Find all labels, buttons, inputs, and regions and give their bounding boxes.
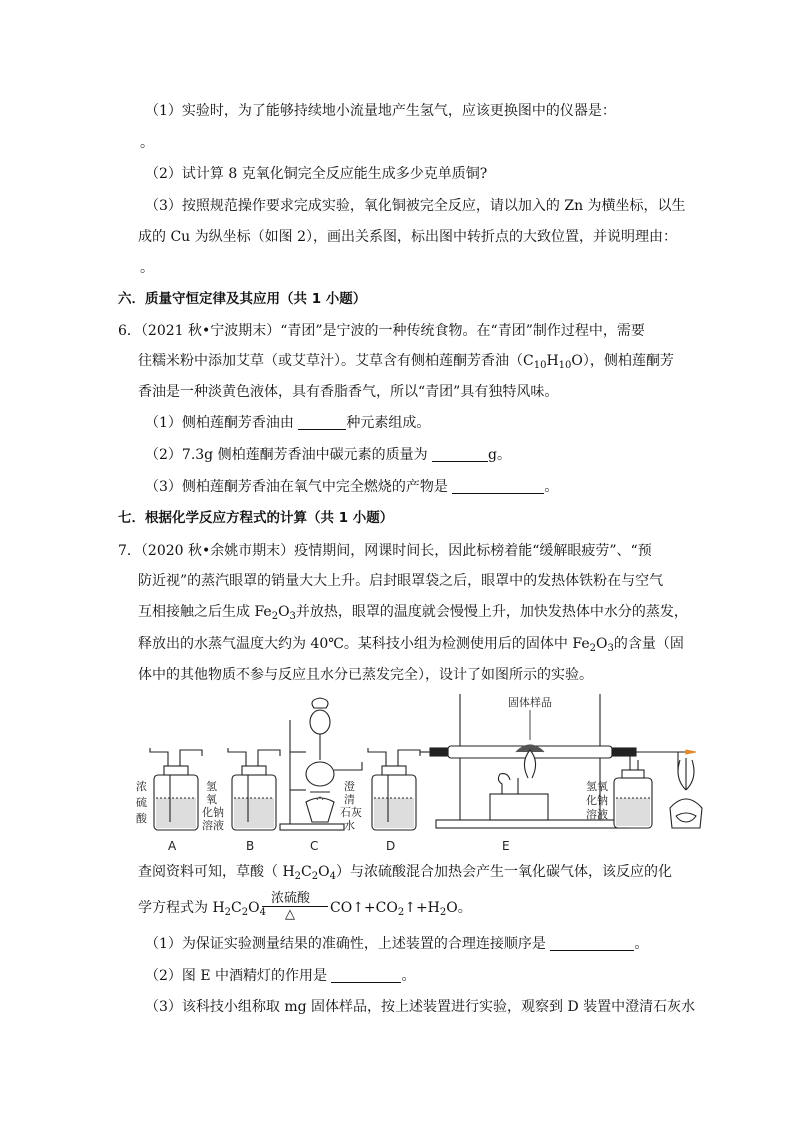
q5-part1-period: 。 (140, 135, 154, 151)
q7-ref-sub2b: 2 (311, 871, 319, 882)
eq-products3: O。 (446, 900, 472, 916)
q6-intro-b: 往糯米粉中添加艾草（或艾草汁）。艾草含有侧柏莲酮芳香油（C (138, 353, 534, 369)
q7-o: O (278, 604, 290, 620)
q7-part2-text: （2）图 E 中酒精灯的作用是 (145, 968, 328, 984)
d-label-2: 清 (344, 793, 355, 806)
q6-part2-text: （2）7.3g 侧柏莲酮芳香油中碳元素的质量为 (145, 447, 428, 463)
q7-ref-c: C (301, 864, 312, 880)
q7-ref-o: O (318, 864, 330, 880)
a-label-3: 酸 (136, 812, 147, 825)
q7-intro-line3 (138, 602, 688, 622)
caption-a: A (168, 839, 177, 853)
q7-ref-a: 查阅资料可知，草酸（ H (138, 864, 295, 880)
q7-ref-sub2: 2 (294, 871, 302, 882)
q6-part2-tail: g。 (488, 447, 512, 463)
q6-part3-tail: 。 (544, 479, 559, 495)
b-label-2: 氧 (206, 793, 217, 806)
eq-c: C (231, 900, 242, 916)
eq-products: CO↑+CO (330, 900, 398, 916)
caption-e: E (502, 839, 510, 853)
q6-part3-blank[interactable] (452, 478, 544, 494)
q5-part1 (145, 101, 616, 121)
q5-part3-line3 (140, 258, 154, 278)
e-sample-label: 固体样品 (508, 696, 552, 709)
q7-intro-line4 (138, 634, 684, 654)
eq-sub4: 4 (259, 907, 266, 918)
q7-part1 (145, 934, 648, 954)
e-naoh-label-1: 氢氧 (586, 780, 608, 793)
q6-part1 (145, 413, 430, 433)
q6-intro-a: 6．（2021 秋•宁波期末）“青团”是宁波的一种传统食物。在“青团”制作过程中，需要 (118, 323, 645, 339)
eq-sub2a: 2 (224, 907, 232, 918)
q7-part2-blank[interactable] (331, 967, 401, 983)
q6-part3 (145, 477, 558, 497)
q7-ref-line (138, 862, 672, 882)
q6-part2 (145, 445, 511, 465)
caption-d: D (386, 839, 396, 853)
q7-intro-d: 释放出的水蒸气温度大约为 40℃。某科技小组为检测使用后的固体中 Fe (138, 636, 590, 652)
q7-part3 (145, 997, 695, 1017)
q7-equation (138, 898, 266, 918)
q6-sub-h: 10 (558, 360, 572, 371)
bottle-b (228, 748, 280, 830)
q6-intro-line3 (138, 382, 558, 402)
eq-sub2d: 2 (439, 907, 447, 918)
q6-sub-c: 10 (533, 360, 547, 371)
section6-title: 六．质量守恒定律及其应用（共 1 小题） (118, 291, 367, 307)
a-label-2: 硫 (136, 796, 147, 809)
section7-heading (118, 508, 393, 528)
e-naoh-label-2: 化钠 (586, 794, 608, 807)
section6-heading (118, 289, 366, 309)
q7-part2-tail: 。 (401, 968, 416, 984)
eq-condition-top: 浓硫酸 (271, 891, 311, 906)
q7-o2: O (595, 636, 608, 652)
q7-ref-sub4: 4 (329, 871, 336, 882)
bottle-d (368, 748, 420, 830)
q5-part3-line2 (138, 227, 677, 247)
bottle-naoh (614, 752, 652, 828)
q7-fe: 互相接触之后生成 Fe (138, 604, 272, 620)
eq-sub2c: 2 (397, 907, 405, 918)
eq-condition-bottom: △ (285, 907, 295, 922)
q5-part3-line1 (145, 196, 686, 216)
bottle-a (150, 748, 202, 830)
b-label-3: 化钠 (202, 806, 224, 819)
q7-intro-b: 防近视”的蒸汽眼罩的销量大大上升。启封眼罩袋之后，眼罩中的发热体铁粉在与空气 (138, 573, 664, 589)
q5-part2 (145, 164, 487, 184)
q6-part1-text: （1）侧柏莲酮芳香油由 (145, 415, 294, 431)
q6-intro-line1 (118, 321, 645, 341)
q7-sub-2b: 2 (589, 643, 596, 654)
q5-part3-text-a: （3）按照规范操作要求完成实验，氧化铜被完全反应，请以加入的 Zn 为横坐标，以生 (145, 198, 686, 214)
alcohol-lamp (666, 750, 702, 828)
caption-b: B (246, 839, 255, 853)
q7-intro-c3: 并放热，眼罩的温度就会慢慢上升，加快发热体中水分的蒸发， (295, 604, 688, 620)
apparatus-figure (130, 690, 730, 860)
d-label-4: 水 (344, 819, 355, 832)
q6-h: H (546, 353, 559, 369)
q5-part1-end (140, 133, 154, 153)
a-label-1: 浓 (136, 780, 147, 793)
q5-part3-text-b: 成的 Cu 为纵坐标（如图 2），画出关系图，标出图中转折点的大致位置，并说明理由： (138, 229, 677, 245)
q7-ref-d: ）与浓硫酸混合加热会产生一氧化碳气体，该反应的化 (336, 864, 672, 880)
q5-part1-text: （1）实验时，为了能够持续地小流量地产生氢气，应该更换图中的仪器是： (145, 103, 616, 119)
q7-intro-e: 体中的其他物质不参与反应且水分已蒸发完全），设计了如图所示的实验。 (138, 667, 593, 683)
q7-intro-d3: 的含量（固 (613, 636, 684, 652)
b-label-4: 溶液 (202, 819, 224, 832)
q7-sub-3b: 3 (607, 643, 614, 654)
section7-title: 七．根据化学反应方程式的计算（共 1 小题） (118, 510, 394, 526)
eq-sub2b: 2 (241, 907, 249, 918)
d-label-3: 石灰 (340, 806, 362, 819)
q6-o: O），侧柏莲酮芳 (571, 353, 674, 369)
q7-intro-line5 (138, 665, 593, 685)
q7-part2 (145, 966, 415, 986)
q6-part2-blank[interactable] (432, 446, 488, 462)
q7-sub-2a: 2 (271, 611, 279, 622)
d-label-1: 澄 (344, 780, 355, 793)
q7-sub-3a: 3 (289, 611, 296, 622)
q6-part3-text: （3）侧柏莲酮芳香油在氧气中完全燃烧的产物是 (145, 479, 448, 495)
q6-intro-line2 (138, 351, 674, 371)
q6-part1-tail: 种元素组成。 (346, 415, 431, 431)
q6-part1-blank[interactable] (298, 414, 346, 430)
e-naoh-label-3: 溶液 (586, 808, 608, 821)
q7-intro-a: 7．（2020 秋•余姚市期末）疫情期间，网课时间长，因此标榜着能“缓解眼疲劳”、“预 (118, 543, 652, 559)
q7-part3-text: （3）该科技小组称取 mg 固体样品，按上述装置进行实验，观察到 D 装置中澄清石灰水 (145, 999, 696, 1015)
q7-part1-blank[interactable] (550, 935, 634, 951)
eq-arrow-line (262, 906, 328, 907)
eq-products2: ↑+H (404, 900, 440, 916)
q7-equation-products (330, 898, 472, 918)
eq-o: O (248, 900, 260, 916)
q7-part1-text: （1）为保证实验测量结果的准确性，上述装置的合理连接顺序是 (145, 936, 546, 952)
q5-part3-period: 。 (140, 260, 154, 276)
caption-c: C (310, 839, 319, 853)
q7-intro-line1 (118, 541, 652, 561)
q5-part2-text: （2）试计算 8 克氧化铜完全反应能生成多少克单质铜? (145, 166, 488, 182)
q7-intro-line2 (138, 571, 663, 591)
eq-prefix: 学方程式为 H (138, 900, 225, 916)
b-label-1: 氢 (206, 780, 217, 793)
q6-intro-c: 香油是一种淡黄色液体，具有香脂香气，所以“青团”具有独特风味。 (138, 384, 559, 400)
q7-part1-tail: 。 (634, 936, 649, 952)
